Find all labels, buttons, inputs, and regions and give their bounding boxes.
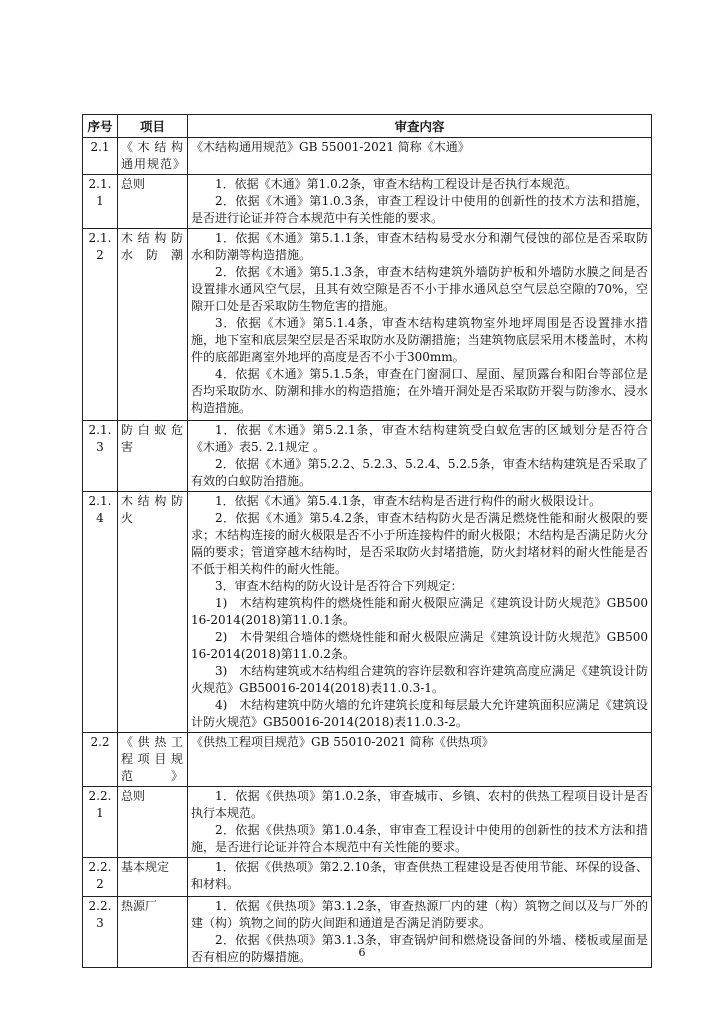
table-body bbox=[83, 138, 652, 968]
content-paragraph: 1．依据《供热项》第2.2.10条，审查供热工程建设是否使用节能、环保的设备、和材料。 bbox=[191, 860, 648, 891]
table-row bbox=[83, 858, 652, 897]
table-row bbox=[83, 787, 652, 858]
row-item: 总则 bbox=[118, 787, 188, 858]
content-paragraph: 1．依据《木通》第1.0.2条，审查木结构工程设计是否执行本规范。 bbox=[215, 177, 578, 191]
row-content bbox=[188, 175, 652, 229]
row-number: 2.2.2 bbox=[83, 858, 118, 897]
row-content bbox=[188, 733, 652, 787]
table-header-row bbox=[83, 115, 652, 138]
page-number: 6 bbox=[358, 946, 366, 959]
content-paragraph: 2．依据《木通》第5.1.3条，审查木结构建筑外墙防护板和外墙防水膜之间是否设置排水通风空气层，且其有效空隙是否不小于排水通风总空气层总空隙的70%，空隙开口处是否采取防生物危害的措施。 bbox=[191, 265, 648, 313]
row-content bbox=[188, 421, 652, 492]
row-number: 2.2.3 bbox=[83, 897, 118, 968]
row-content bbox=[188, 492, 652, 733]
table-row bbox=[83, 229, 652, 421]
row-number: 2.1.3 bbox=[83, 421, 118, 492]
row-item: 热源厂 bbox=[118, 897, 188, 968]
content-paragraph: 《木结构通用规范》GB 55001-2021 简称《木通》 bbox=[191, 140, 470, 154]
row-item: 《木结构通用规范》 bbox=[118, 138, 188, 175]
content-paragraph: 2．依据《供热项》第1.0.4条，审审查工程设计中使用的创新性的技术方法和措施，是否进行论证并符合本规范中有关性能的要求。 bbox=[191, 823, 648, 854]
row-item: 防白蚁危害 bbox=[118, 421, 188, 492]
row-number: 2.2 bbox=[83, 733, 118, 787]
header-no: 序号 bbox=[83, 115, 118, 138]
content-paragraph: 3．依据《木通》第5.1.4条，审查木结构建筑物室外地坪周围是否设置排水措施，地下室和底层架空层是否采取防水及防潮措施；当建筑物底层采用木楼盖时，木构件的底部距离室外地坪的高度是否不小于300mm。 bbox=[191, 316, 648, 364]
row-content bbox=[188, 787, 652, 858]
row-number: 2.1 bbox=[83, 138, 118, 175]
content-paragraph: 1．依据《木通》第5.4.1条，审查木结构是否进行构件的耐火极限设计。 bbox=[215, 494, 602, 508]
row-number: 2.1.2 bbox=[83, 229, 118, 421]
row-number: 2.1.4 bbox=[83, 492, 118, 733]
content-paragraph: 1．依据《供热项》第3.1.2条，审查热源厂内的建（构）筑物之间以及与厂外的建（构）筑物之间的防火间距和通道是否满足消防要求。 bbox=[191, 899, 648, 930]
content-paragraph: 2) 木骨架组合墙体的燃烧性能和耐火极限应满足《建筑设计防火规范》GB50016-2014(2018)第11.0.2条。 bbox=[191, 630, 648, 661]
row-content bbox=[188, 138, 652, 175]
row-item: 《供热工程项目规范》 bbox=[118, 733, 188, 787]
header-item: 项目 bbox=[118, 115, 188, 138]
table-row bbox=[83, 138, 652, 175]
review-table bbox=[82, 114, 652, 968]
content-paragraph: 2．依据《木通》第5.2.2、5.2.3、5.2.4、5.2.5条，审查木结构建筑是否采取了有效的白蚁防治措施。 bbox=[191, 457, 648, 488]
table-row bbox=[83, 175, 652, 229]
content-paragraph: 3) 木结构建筑或木结构组合建筑的容许层数和容许建筑高度应满足《建筑设计防火规范》GB50016-2014(2018)表11.0.3-1。 bbox=[191, 664, 648, 695]
table-row bbox=[83, 421, 652, 492]
content-paragraph: 1) 木结构建筑构件的燃烧性能和耐火极限应满足《建筑设计防火规范》GB50016-2014(2018)第11.0.1条。 bbox=[191, 596, 648, 627]
table-row bbox=[83, 733, 652, 787]
content-paragraph: 2．依据《供热项》第3.1.3条，审查锅炉间和燃烧设备间的外墙、楼板或屋面是否有相应的防爆措施。 bbox=[191, 933, 648, 964]
content-paragraph: 1．依据《木通》第5.2.1条，审查木结构建筑受白蚁危害的区域划分是否符合《木通》表5. 2.1规定 。 bbox=[191, 423, 648, 454]
table-row bbox=[83, 492, 652, 733]
row-item: 木结构防水防潮 bbox=[118, 229, 188, 421]
content-paragraph: 2．依据《木通》第1.0.3条，审查工程设计中使用的创新性的技术方法和措施，是否进行论证并符合本规范中有关性能的要求。 bbox=[191, 194, 648, 225]
row-content bbox=[188, 229, 652, 421]
content-paragraph: 2．依据《木通》第5.4.2条，审查木结构防火是否满足燃烧性能和耐火极限的要求；木结构连接的耐火极限是否不小于所连接构件的耐火极限；木结构是否满足防火分隔的要求；管道穿越木结构时，是否采取防火封堵措施，防火封堵材料的耐火性能是否不低于相关构件的耐火性能。 bbox=[191, 511, 648, 576]
header-content: 审查内容 bbox=[188, 115, 652, 138]
row-number: 2.1.1 bbox=[83, 175, 118, 229]
row-item: 总则 bbox=[118, 175, 188, 229]
row-content bbox=[188, 858, 652, 897]
content-paragraph: 4．依据《木通》第5.1.5条，审查在门窗洞口、屋面、屋顶露台和阳台等部位是否均采取防水、防潮和排水的构造措施；在外墙开洞处是否采取防开裂与防渗水、浸水构造措施。 bbox=[191, 367, 648, 415]
content-paragraph: 《供热工程项目规范》GB 55010-2021 简称《供热项》 bbox=[191, 735, 494, 749]
row-number: 2.2.1 bbox=[83, 787, 118, 858]
content-paragraph: 3．审查木结构的防火设计是否符合下列规定： bbox=[215, 579, 463, 593]
content-paragraph: 4) 木结构建筑中防火墙的允许建筑长度和每层最大允许建筑面积应满足《建筑设计防火规范》GB50016-2014(2018)表11.0.3-2。 bbox=[191, 698, 648, 729]
row-item: 木结构防火 bbox=[118, 492, 188, 733]
content-paragraph: 1．依据《木通》第5.1.1条，审查木结构易受水分和潮气侵蚀的部位是否采取防水和防潮等构造措施。 bbox=[191, 231, 648, 262]
content-paragraph: 1．依据《供热项》第1.0.2条，审查城市、乡镇、农村的供热工程项目设计是否执行本规范。 bbox=[191, 789, 648, 820]
row-item: 基本规定 bbox=[118, 858, 188, 897]
